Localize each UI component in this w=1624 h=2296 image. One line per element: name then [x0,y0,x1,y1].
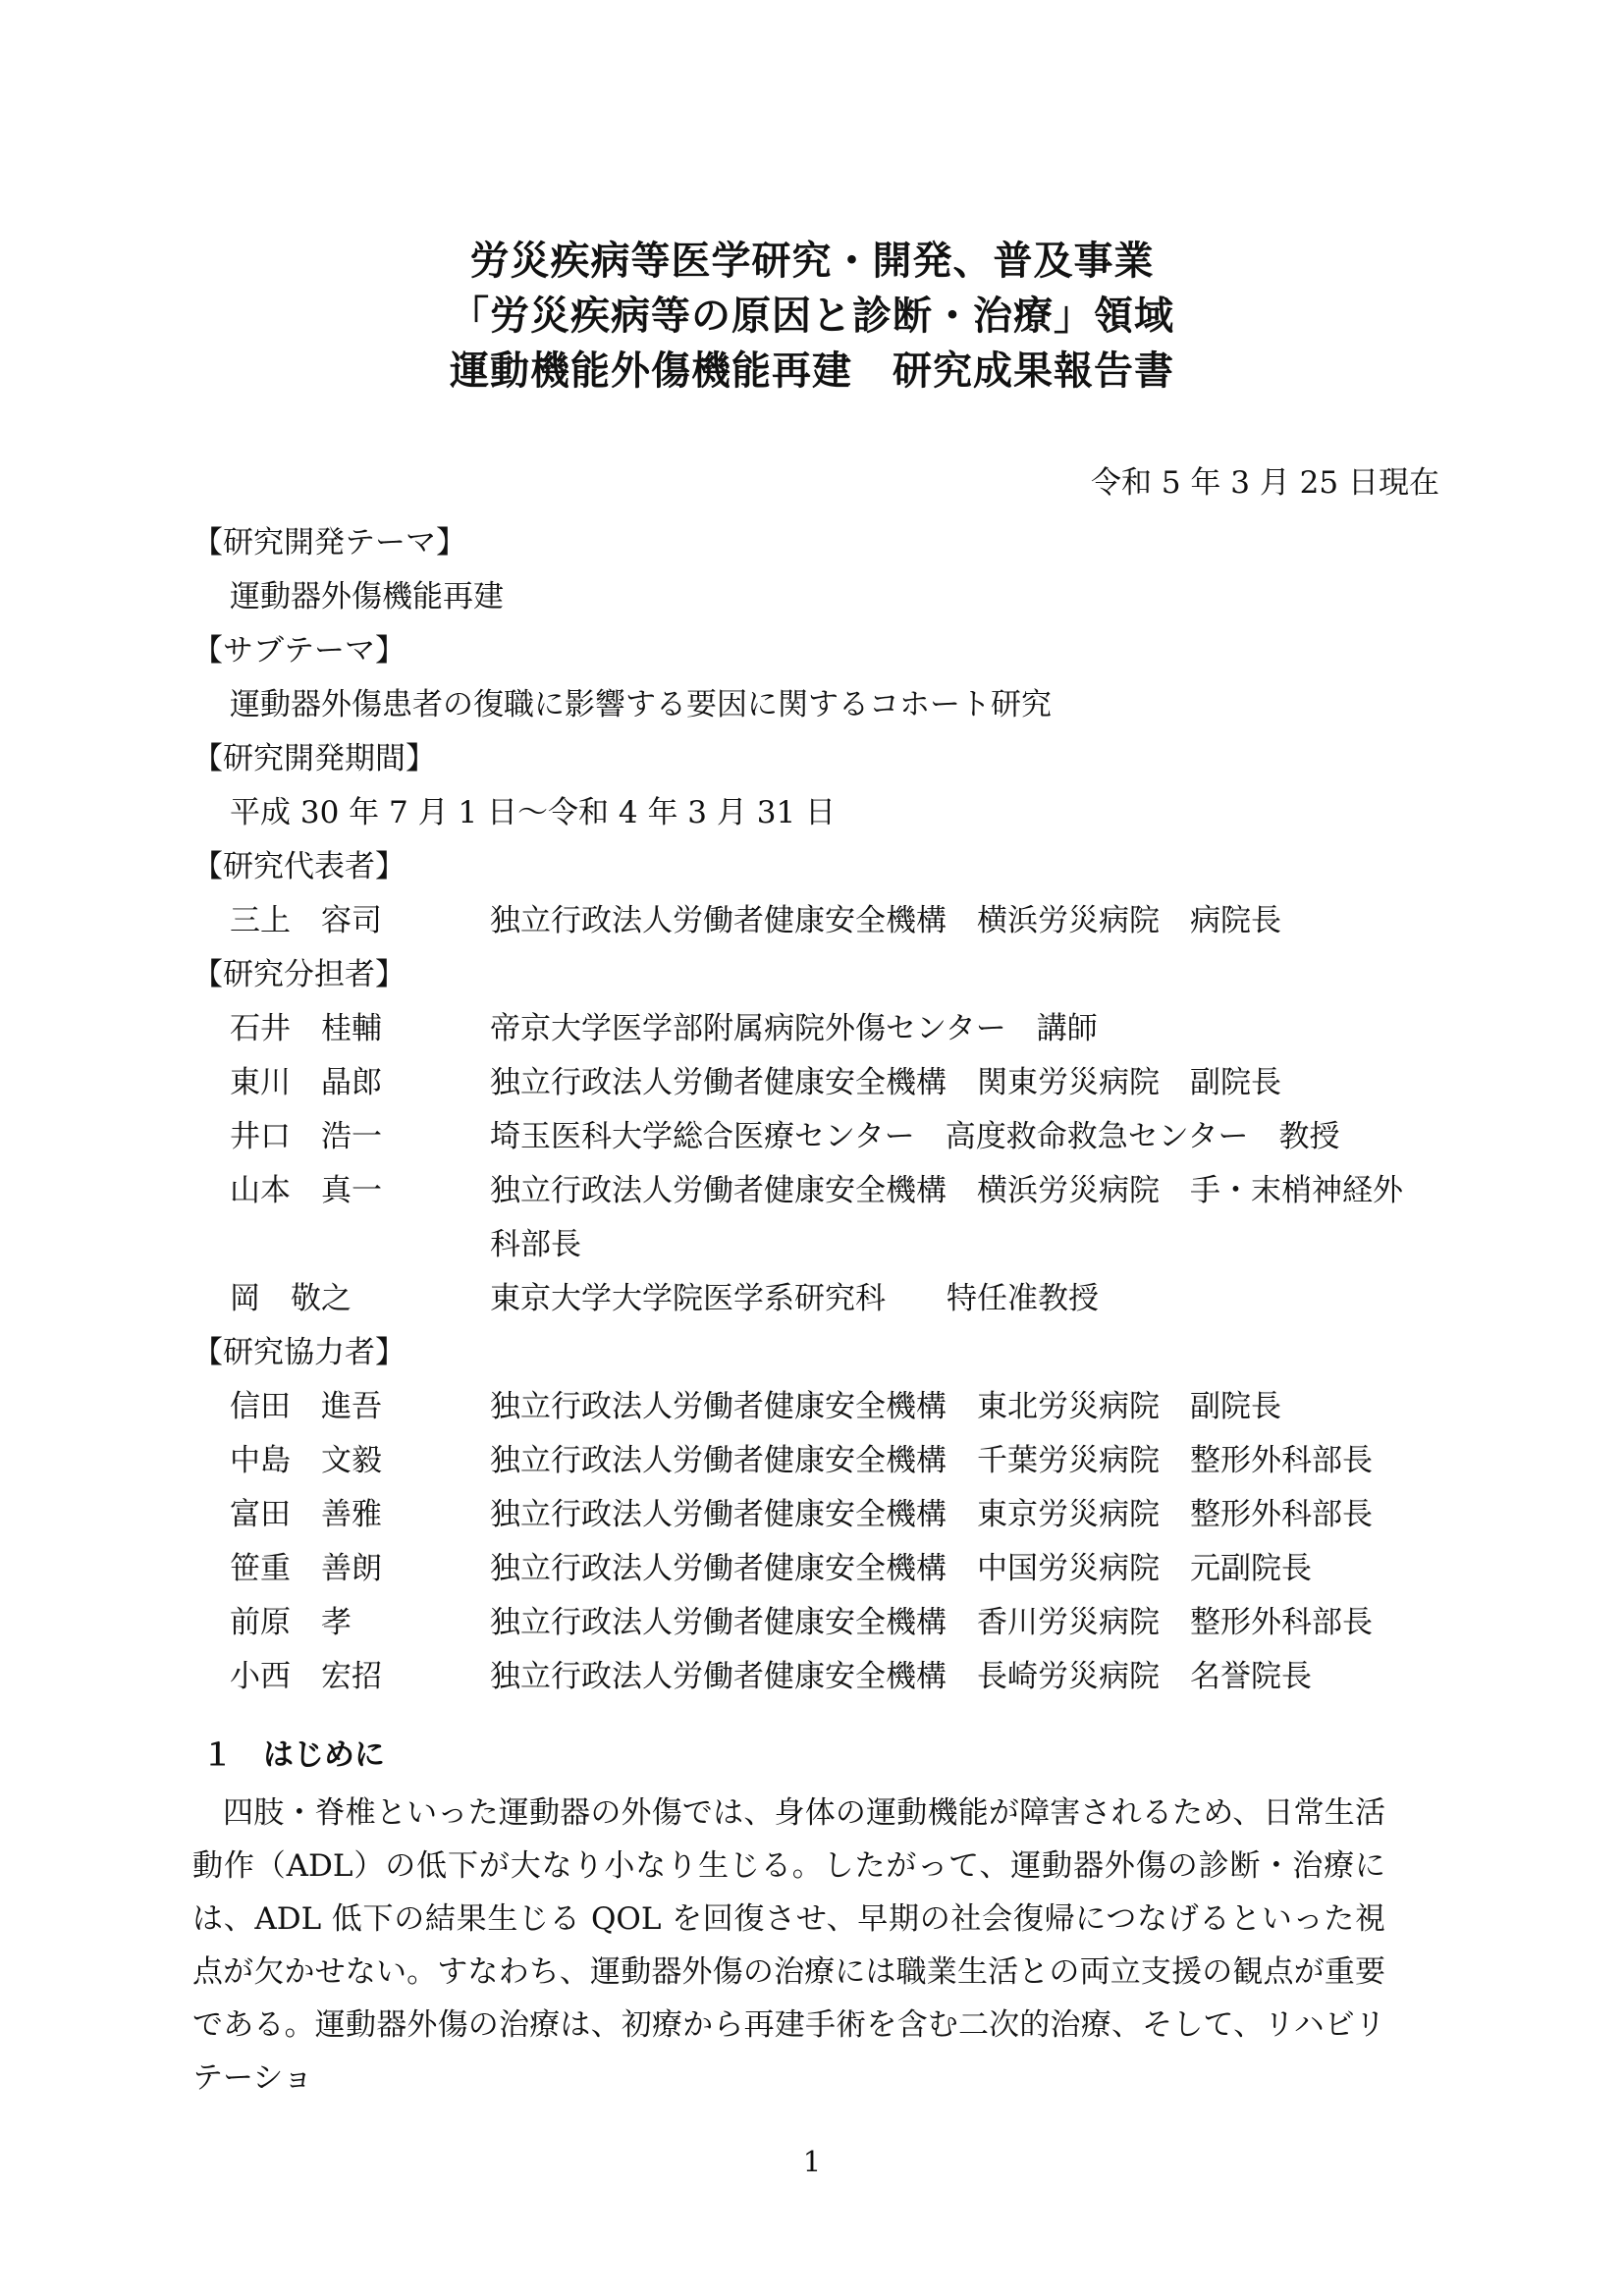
person-affiliation: 独立行政法人労働者健康安全機構 中国労災病院 元副院長 [490,1551,1312,1586]
person-row [192,1434,1430,1488]
person-name: 三上 容司 [230,903,382,938]
person-name: 井口 浩一 [230,1119,382,1154]
person-affiliation: 独立行政法人労働者健康安全機構 関東労災病院 副院長 [490,1065,1281,1100]
person-row [192,1380,1430,1434]
theme-heading: 【研究開発テーマ】 [192,525,466,561]
person-name: 前原 孝 [230,1605,352,1640]
person-row [192,1110,1430,1164]
person-affiliation: 独立行政法人労働者健康安全機構 横浜労災病院 病院長 [490,903,1281,938]
title-line-2: 「労災疾病等の原因と診断・治療」領域 [450,294,1174,339]
subtheme-value: 運動器外傷患者の復職に影響する要因に関するコホート研究 [230,687,1052,722]
person-name: 富田 善雅 [230,1497,382,1532]
person-name: 岡 敬之 [230,1281,352,1316]
person-row [192,1056,1430,1110]
title-line-3: 運動機能外傷機能再建 研究成果報告書 [450,348,1174,394]
cooperators-heading: 【研究協力者】 [192,1335,406,1370]
report-date: 令和 5 年 3 月 25 日現在 [1090,465,1439,501]
person-row [192,1596,1430,1650]
page-number: 1 [802,2145,822,2178]
person-affiliation: 独立行政法人労働者健康安全機構 横浜労災病院 手・末梢神経外科部長 [490,1173,1403,1262]
person-name: 小西 宏招 [230,1659,382,1694]
person-row [192,1488,1430,1542]
title-line-1: 労災疾病等医学研究・開発、普及事業 [469,239,1155,284]
period-value: 平成 30 年 7 月 1 日～令和 4 年 3 月 31 日 [230,795,837,830]
person-name: 石井 桂輔 [230,1011,382,1046]
section-heading: １ はじめに [202,1737,385,1773]
person-affiliation: 独立行政法人労働者健康安全機構 千葉労災病院 整形外科部長 [490,1443,1373,1478]
person-row [192,894,1430,948]
person-row [192,1650,1430,1704]
person-row [192,1542,1430,1596]
person-row [192,1164,1430,1272]
representative-heading: 【研究代表者】 [192,849,406,884]
report-metadata [192,516,1430,1704]
person-affiliation: 東京大学大学院医学系研究科 特任准教授 [490,1281,1099,1316]
theme-value: 運動器外傷機能再建 [230,579,504,614]
body-paragraph: 四肢・脊椎といった運動器の外傷では、身体の運動機能が障害されるため、日常生活動作（ADL）の低下が大なり小なり生じる。したがって、運動器外傷の診断・治療には、ADL 低下の結果生じる QOL を回復させ、早期の社会復帰につなげるといった視点が欠かせない。すなわち、運動器外傷の治療には職業生活との両立支援の観点が重要である。運動器外傷の治療は、初療から再建手術を含む二次的治療、そして、リハビリテーショ [192,1795,1385,2096]
person-affiliation: 埼玉医科大学総合医療センター 高度救命救急センター 教授 [490,1119,1340,1154]
person-row [192,1272,1430,1326]
person-name: 山本 真一 [230,1173,382,1208]
sharing-heading: 【研究分担者】 [192,957,406,992]
section-body [192,1787,1385,2105]
person-affiliation: 独立行政法人労働者健康安全機構 東京労災病院 整形外科部長 [490,1497,1373,1532]
person-name: 笹重 善朗 [230,1551,382,1586]
person-affiliation: 帝京大学医学部附属病院外傷センター 講師 [490,1011,1098,1046]
person-name: 中島 文毅 [230,1443,382,1478]
person-name: 東川 晶郎 [230,1065,382,1100]
person-affiliation: 独立行政法人労働者健康安全機構 東北労災病院 副院長 [490,1389,1281,1424]
subtheme-heading: 【サブテーマ】 [192,633,406,668]
person-affiliation: 独立行政法人労働者健康安全機構 長崎労災病院 名誉院長 [490,1659,1312,1694]
person-row [192,1002,1430,1056]
person-name: 信田 進吾 [230,1389,382,1424]
person-affiliation: 独立行政法人労働者健康安全機構 香川労災病院 整形外科部長 [490,1605,1373,1640]
document-title [0,234,1624,399]
period-heading: 【研究開発期間】 [192,741,436,776]
